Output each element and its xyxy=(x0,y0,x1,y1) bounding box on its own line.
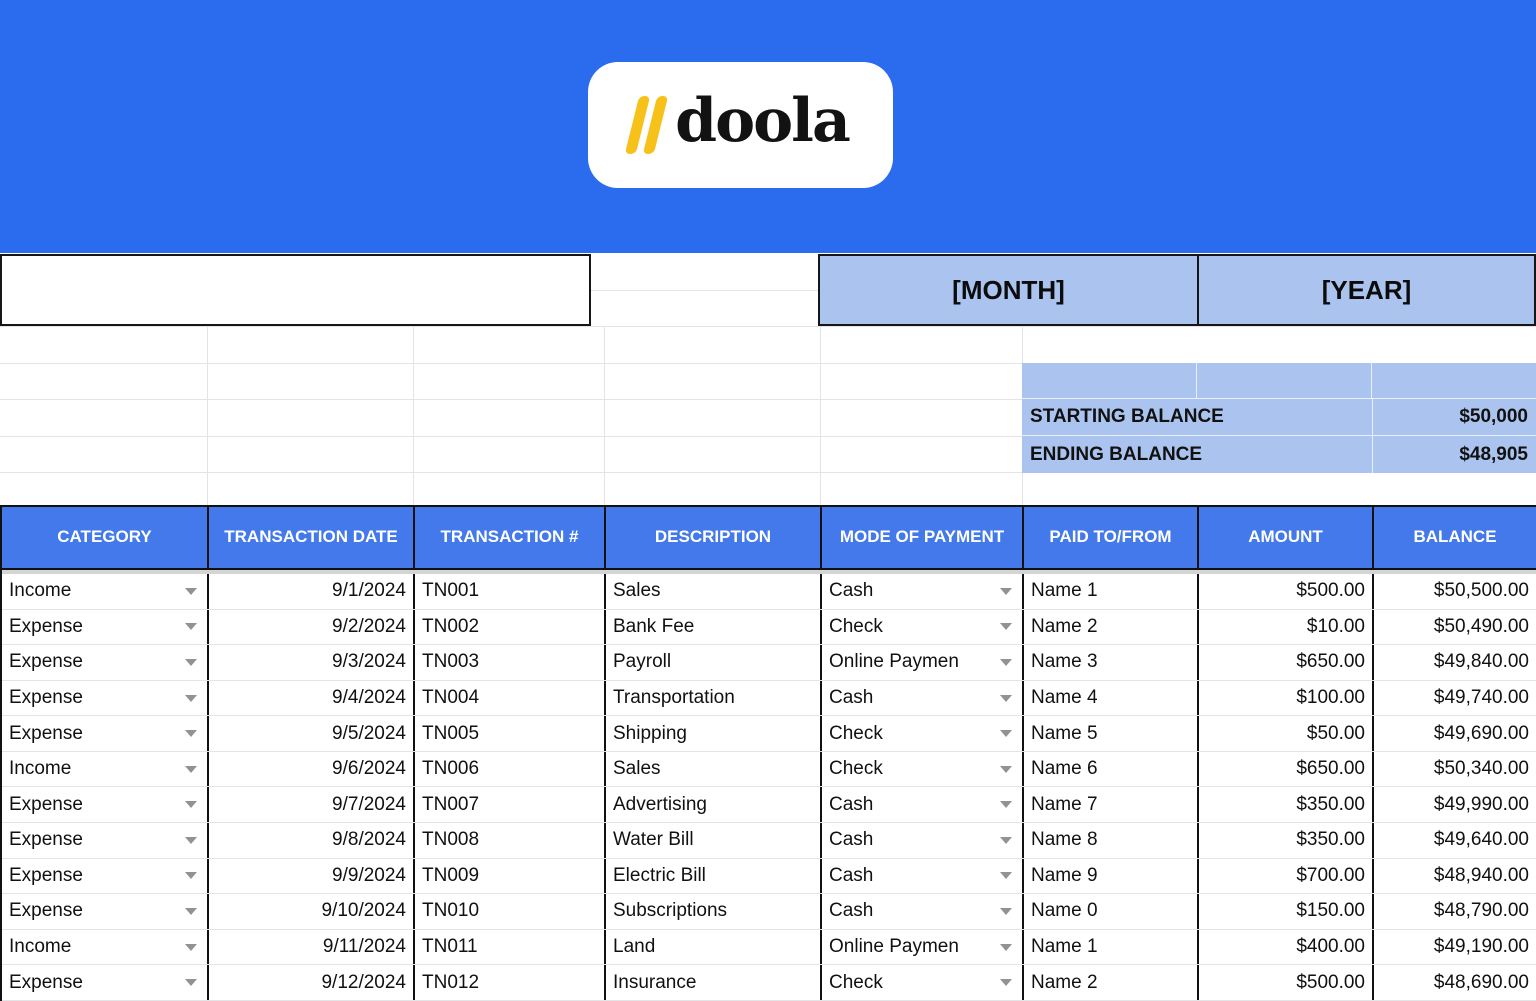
table-row xyxy=(2,752,1536,788)
dropdown-arrow-icon[interactable] xyxy=(1000,801,1012,808)
transaction-date-cell[interactable]: 9/8/2024 xyxy=(209,823,415,858)
dropdown-arrow-icon[interactable] xyxy=(1000,695,1012,702)
transaction-number-cell[interactable]: TN005 xyxy=(415,716,606,751)
logo-wordmark: doola xyxy=(675,86,849,156)
amount-cell[interactable]: $350.00 xyxy=(1199,787,1374,822)
mode-of-payment-value: Online Paymen xyxy=(829,651,959,673)
category-value: Expense xyxy=(9,864,83,886)
description-cell[interactable]: Advertising xyxy=(606,787,822,822)
dropdown-arrow-icon[interactable] xyxy=(1000,837,1012,844)
brand-banner xyxy=(0,0,1536,253)
transaction-date-cell[interactable]: 9/10/2024 xyxy=(209,894,415,929)
dropdown-arrow-icon[interactable] xyxy=(185,766,197,773)
category-cell[interactable] xyxy=(2,610,209,645)
category-value: Income xyxy=(9,936,72,958)
balance-cell[interactable]: $49,740.00 xyxy=(1433,687,1529,709)
dropdown-arrow-icon[interactable] xyxy=(185,659,197,666)
header-mode-of-payment[interactable]: MODE OF PAYMENT xyxy=(822,507,1024,568)
mode-of-payment-cell[interactable] xyxy=(822,610,1024,645)
table-row xyxy=(2,574,1536,610)
balance-cell[interactable]: $50,340.00 xyxy=(1433,758,1529,780)
grid-line xyxy=(604,326,605,505)
category-value: Expense xyxy=(9,900,83,922)
transaction-number-cell[interactable]: TN001 xyxy=(415,574,606,609)
month-label: [MONTH] xyxy=(952,274,1065,305)
category-value: Expense xyxy=(9,651,83,673)
dropdown-arrow-icon[interactable] xyxy=(185,837,197,844)
balance-cell[interactable]: $49,840.00 xyxy=(1433,651,1529,673)
category-value: Expense xyxy=(9,687,83,709)
ending-balance-value[interactable]: $48,905 xyxy=(1372,436,1536,473)
amount-cell[interactable]: $500.00 xyxy=(1199,965,1374,1000)
mode-of-payment-cell[interactable] xyxy=(822,752,1024,787)
transaction-number-cell[interactable]: TN003 xyxy=(415,645,606,680)
category-cell[interactable] xyxy=(2,752,209,787)
balance-cell[interactable]: $49,190.00 xyxy=(1433,936,1529,958)
table-row xyxy=(2,823,1536,859)
balance-cell[interactable]: $49,990.00 xyxy=(1433,793,1529,815)
description-cell[interactable]: Water Bill xyxy=(606,823,822,858)
amount-cell[interactable]: $650.00 xyxy=(1199,752,1374,787)
mode-of-payment-cell[interactable] xyxy=(822,681,1024,716)
amount-cell[interactable]: $700.00 xyxy=(1199,859,1374,894)
balance-empty-cell[interactable] xyxy=(1022,363,1197,399)
grid-line xyxy=(591,290,818,291)
table-row xyxy=(2,859,1536,895)
grid-line xyxy=(820,326,821,505)
dropdown-arrow-icon[interactable] xyxy=(1000,588,1012,595)
mode-of-payment-cell[interactable] xyxy=(822,823,1024,858)
transaction-date-cell[interactable]: 9/9/2024 xyxy=(209,859,415,894)
dropdown-arrow-icon[interactable] xyxy=(185,588,197,595)
dropdown-arrow-icon[interactable] xyxy=(185,623,197,630)
amount-cell[interactable]: $100.00 xyxy=(1199,681,1374,716)
paid-to-from-cell[interactable]: Name 3 xyxy=(1024,645,1199,680)
category-cell[interactable] xyxy=(2,859,209,894)
mode-of-payment-value: Check xyxy=(829,615,883,637)
category-cell[interactable] xyxy=(2,645,209,680)
starting-balance-value[interactable]: $50,000 xyxy=(1372,399,1536,436)
category-value: Income xyxy=(9,580,72,602)
dropdown-arrow-icon[interactable] xyxy=(185,801,197,808)
paid-to-from-cell[interactable]: Name 2 xyxy=(1024,965,1199,1000)
mode-of-payment-cell[interactable] xyxy=(822,859,1024,894)
paid-to-from-cell[interactable]: Name 7 xyxy=(1024,787,1199,822)
balance-cell[interactable]: $49,690.00 xyxy=(1433,722,1529,744)
category-cell[interactable] xyxy=(2,681,209,716)
table-row xyxy=(2,787,1536,823)
transaction-date-cell[interactable]: 9/7/2024 xyxy=(209,787,415,822)
header-description[interactable]: DESCRIPTION xyxy=(606,507,822,568)
dropdown-arrow-icon[interactable] xyxy=(185,730,197,737)
doola-logo xyxy=(588,62,893,188)
header-transaction-date[interactable]: TRANSACTION DATE xyxy=(209,507,415,568)
description-cell[interactable]: Sales xyxy=(606,752,822,787)
table-header-row xyxy=(2,507,1536,570)
amount-cell[interactable]: $150.00 xyxy=(1199,894,1374,929)
mode-of-payment-value: Cash xyxy=(829,900,874,922)
transaction-date-cell[interactable]: 9/1/2024 xyxy=(209,574,415,609)
category-value: Expense xyxy=(9,829,83,851)
category-value: Expense xyxy=(9,722,83,744)
category-cell[interactable] xyxy=(2,574,209,609)
paid-to-from-cell[interactable]: Name 6 xyxy=(1024,752,1199,787)
dropdown-arrow-icon[interactable] xyxy=(1000,730,1012,737)
category-value: Expense xyxy=(9,615,83,637)
dropdown-arrow-icon[interactable] xyxy=(1000,766,1012,773)
transaction-number-cell[interactable]: TN008 xyxy=(415,823,606,858)
transaction-date-cell[interactable]: 9/2/2024 xyxy=(209,610,415,645)
transaction-date-cell[interactable]: 9/12/2024 xyxy=(209,965,415,1000)
dropdown-arrow-icon[interactable] xyxy=(1000,872,1012,879)
mode-of-payment-value: Check xyxy=(829,758,883,780)
grid-line xyxy=(413,326,414,505)
balance-empty-cell[interactable] xyxy=(1197,363,1372,399)
table-row xyxy=(2,930,1536,966)
category-value: Expense xyxy=(9,971,83,993)
mode-of-payment-value: Cash xyxy=(829,580,874,602)
paid-to-from-cell[interactable]: Name 5 xyxy=(1024,716,1199,751)
table-row xyxy=(2,894,1536,930)
description-cell[interactable]: Payroll xyxy=(606,645,822,680)
description-cell[interactable]: Insurance xyxy=(606,965,822,1000)
category-cell[interactable] xyxy=(2,894,209,929)
table-row xyxy=(2,965,1536,1001)
mode-of-payment-cell[interactable] xyxy=(822,574,1024,609)
header-transaction-number[interactable]: TRANSACTION # xyxy=(415,507,606,568)
category-cell[interactable] xyxy=(2,787,209,822)
mode-of-payment-value: Cash xyxy=(829,793,874,815)
balance-empty-cell[interactable] xyxy=(1372,363,1536,399)
header-balance[interactable]: BALANCE xyxy=(1413,527,1497,547)
description-cell[interactable]: Sales xyxy=(606,574,822,609)
dropdown-arrow-icon[interactable] xyxy=(185,908,197,915)
mode-of-payment-cell[interactable] xyxy=(822,930,1024,965)
paid-to-from-cell[interactable]: Name 4 xyxy=(1024,681,1199,716)
description-cell[interactable]: Bank Fee xyxy=(606,610,822,645)
mode-of-payment-value: Check xyxy=(829,971,883,993)
paid-to-from-cell[interactable]: Name 0 xyxy=(1024,894,1199,929)
year-cell[interactable] xyxy=(1197,254,1536,326)
ending-balance-label[interactable]: ENDING BALANCE xyxy=(1030,443,1203,465)
transaction-number-cell[interactable]: TN011 xyxy=(415,930,606,965)
amount-cell[interactable]: $500.00 xyxy=(1199,574,1374,609)
transaction-date-cell[interactable]: 9/4/2024 xyxy=(209,681,415,716)
transaction-number-cell[interactable]: TN010 xyxy=(415,894,606,929)
description-cell[interactable]: Electric Bill xyxy=(606,859,822,894)
transaction-number-cell[interactable]: TN004 xyxy=(415,681,606,716)
transaction-date-cell[interactable]: 9/3/2024 xyxy=(209,645,415,680)
paid-to-from-cell[interactable]: Name 1 xyxy=(1024,930,1199,965)
table-row xyxy=(2,716,1536,752)
amount-cell[interactable]: $50.00 xyxy=(1199,716,1374,751)
description-cell[interactable]: Transportation xyxy=(606,681,822,716)
mode-of-payment-cell[interactable] xyxy=(822,965,1024,1000)
dropdown-arrow-icon[interactable] xyxy=(185,944,197,951)
amount-cell[interactable]: $350.00 xyxy=(1199,823,1374,858)
balance-cell[interactable]: $50,490.00 xyxy=(1433,615,1529,637)
table-row xyxy=(2,645,1536,681)
mode-of-payment-value: Online Paymen xyxy=(829,936,959,958)
transactions-table xyxy=(0,505,1536,1001)
transaction-number-cell[interactable]: TN007 xyxy=(415,787,606,822)
category-cell[interactable] xyxy=(2,716,209,751)
dropdown-arrow-icon[interactable] xyxy=(1000,908,1012,915)
mode-of-payment-value: Check xyxy=(829,722,883,744)
header-paid-to-from[interactable]: PAID TO/FROM xyxy=(1024,507,1199,568)
paid-to-from-cell[interactable]: Name 8 xyxy=(1024,823,1199,858)
category-cell[interactable] xyxy=(2,823,209,858)
paid-to-from-cell[interactable]: Name 9 xyxy=(1024,859,1199,894)
transaction-number-cell[interactable]: TN006 xyxy=(415,752,606,787)
table-row xyxy=(2,610,1536,646)
header-amount[interactable]: AMOUNT xyxy=(1199,507,1374,568)
transaction-date-cell[interactable]: 9/11/2024 xyxy=(209,930,415,965)
balance-cell[interactable]: $49,640.00 xyxy=(1433,829,1529,851)
table-row xyxy=(2,681,1536,717)
category-cell[interactable] xyxy=(2,965,209,1000)
dropdown-arrow-icon[interactable] xyxy=(1000,659,1012,666)
mode-of-payment-value: Cash xyxy=(829,829,874,851)
mode-of-payment-cell[interactable] xyxy=(822,894,1024,929)
mode-of-payment-cell[interactable] xyxy=(822,645,1024,680)
dropdown-arrow-icon[interactable] xyxy=(185,979,197,986)
transaction-number-cell[interactable]: TN012 xyxy=(415,965,606,1000)
mode-of-payment-cell[interactable] xyxy=(822,716,1024,751)
category-cell[interactable] xyxy=(2,930,209,965)
month-cell[interactable] xyxy=(818,254,1199,326)
amount-cell[interactable]: $650.00 xyxy=(1199,645,1374,680)
transaction-number-cell[interactable]: TN002 xyxy=(415,610,606,645)
mode-of-payment-value: Cash xyxy=(829,864,874,886)
balance-cell[interactable]: $48,690.00 xyxy=(1433,971,1529,993)
description-cell[interactable]: Subscriptions xyxy=(606,894,822,929)
balance-cell[interactable]: $48,790.00 xyxy=(1433,900,1529,922)
balance-summary xyxy=(1022,363,1536,473)
category-value: Expense xyxy=(9,793,83,815)
balance-cell[interactable]: $48,940.00 xyxy=(1433,864,1529,886)
title-note-cell[interactable] xyxy=(0,254,591,326)
dropdown-arrow-icon[interactable] xyxy=(185,872,197,879)
grid-line xyxy=(0,326,1536,327)
year-label: [YEAR] xyxy=(1321,274,1412,305)
transaction-date-cell[interactable]: 9/5/2024 xyxy=(209,716,415,751)
transaction-date-cell[interactable]: 9/6/2024 xyxy=(209,752,415,787)
mode-of-payment-cell[interactable] xyxy=(822,787,1024,822)
paid-to-from-cell[interactable]: Name 1 xyxy=(1024,574,1199,609)
dropdown-arrow-icon[interactable] xyxy=(1000,979,1012,986)
description-cell[interactable]: Land xyxy=(606,930,822,965)
table-body xyxy=(2,574,1536,1001)
description-cell[interactable]: Shipping xyxy=(606,716,822,751)
header-category[interactable]: CATEGORY xyxy=(2,507,209,568)
starting-balance-label[interactable]: STARTING BALANCE xyxy=(1022,399,1372,436)
transaction-number-cell[interactable]: TN009 xyxy=(415,859,606,894)
amount-cell[interactable]: $10.00 xyxy=(1199,610,1374,645)
balance-cell[interactable]: $50,500.00 xyxy=(1433,580,1529,602)
dropdown-arrow-icon[interactable] xyxy=(185,695,197,702)
mode-of-payment-value: Cash xyxy=(829,687,874,709)
paid-to-from-cell[interactable]: Name 2 xyxy=(1024,610,1199,645)
amount-cell[interactable]: $400.00 xyxy=(1199,930,1374,965)
dropdown-arrow-icon[interactable] xyxy=(1000,623,1012,630)
dropdown-arrow-icon[interactable] xyxy=(1000,944,1012,951)
category-value: Income xyxy=(9,758,72,780)
grid-line xyxy=(207,326,208,505)
